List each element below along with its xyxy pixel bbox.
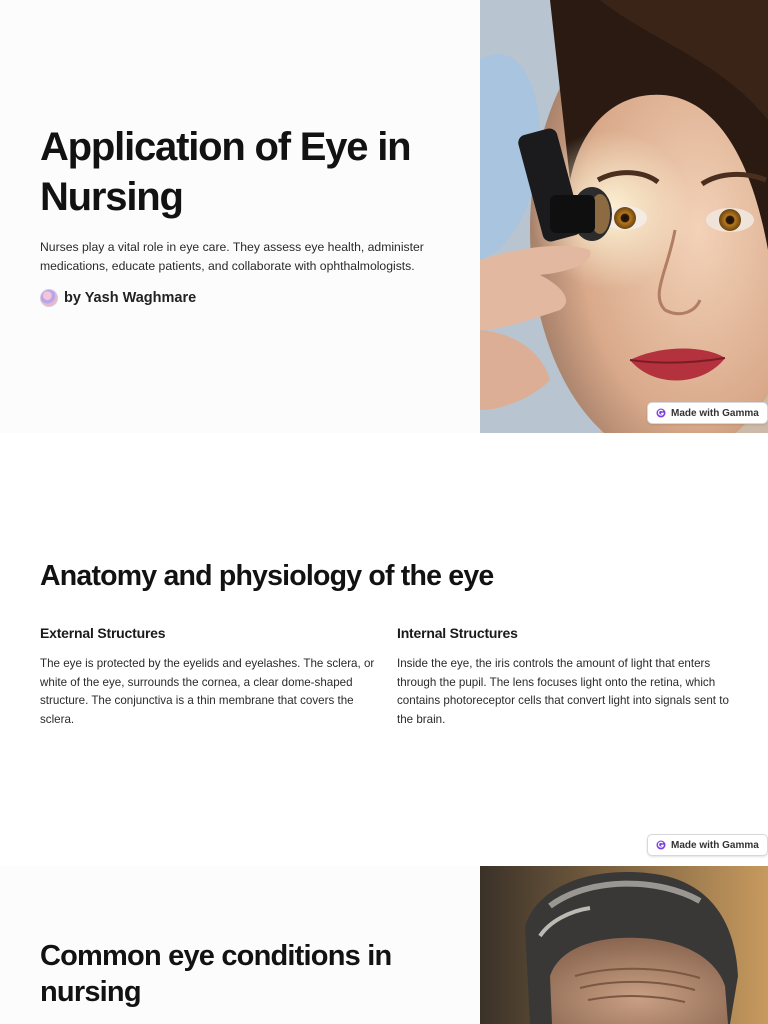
badge-label: Made with Gamma [671,407,759,419]
column-heading: External Structures [40,625,166,641]
column-heading: Internal Structures [397,625,518,641]
title-slide [0,0,768,433]
made-with-gamma-badge[interactable] [647,402,768,424]
author-name: by Yash Waghmare [64,290,197,306]
patient-illustration [480,866,768,1024]
author-byline [40,289,196,307]
column-text: Inside the eye, the iris controls the amount of light that enters through the pupil. The lens focuses light onto the retina, which contains photoreceptor cells that convert light into signals sent to the brain. [397,657,729,726]
external-structures-column [40,625,375,729]
patient-photo [480,866,768,1024]
gamma-logo-icon [656,408,666,418]
conditions-slide [0,866,768,1024]
column-text: The eye is protected by the eyelids and eyelashes. The sclera, or white of the eye, surrounds the cornea, a clear dome-shaped structure. The conjunctiva is a thin membrane that covers the sclera. [40,657,375,726]
made-with-gamma-badge[interactable] [647,834,768,856]
slide-description: Nurses play a vital role in eye care. They assess eye health, administer medications, educate patients, and collaborate with ophthalmologists. [40,240,424,273]
badge-label: Made with Gamma [671,839,759,851]
eye-exam-photo [480,0,768,433]
eye-exam-illustration [480,0,768,433]
slide-title: Application of Eye in Nursing [40,125,411,219]
anatomy-slide [0,433,768,866]
section-title: Common eye conditions in nursing [40,940,392,1008]
author-avatar [40,289,58,307]
section-title: Anatomy and physiology of the eye [40,560,494,592]
gamma-logo-icon [656,840,666,850]
internal-structures-column [397,625,732,729]
